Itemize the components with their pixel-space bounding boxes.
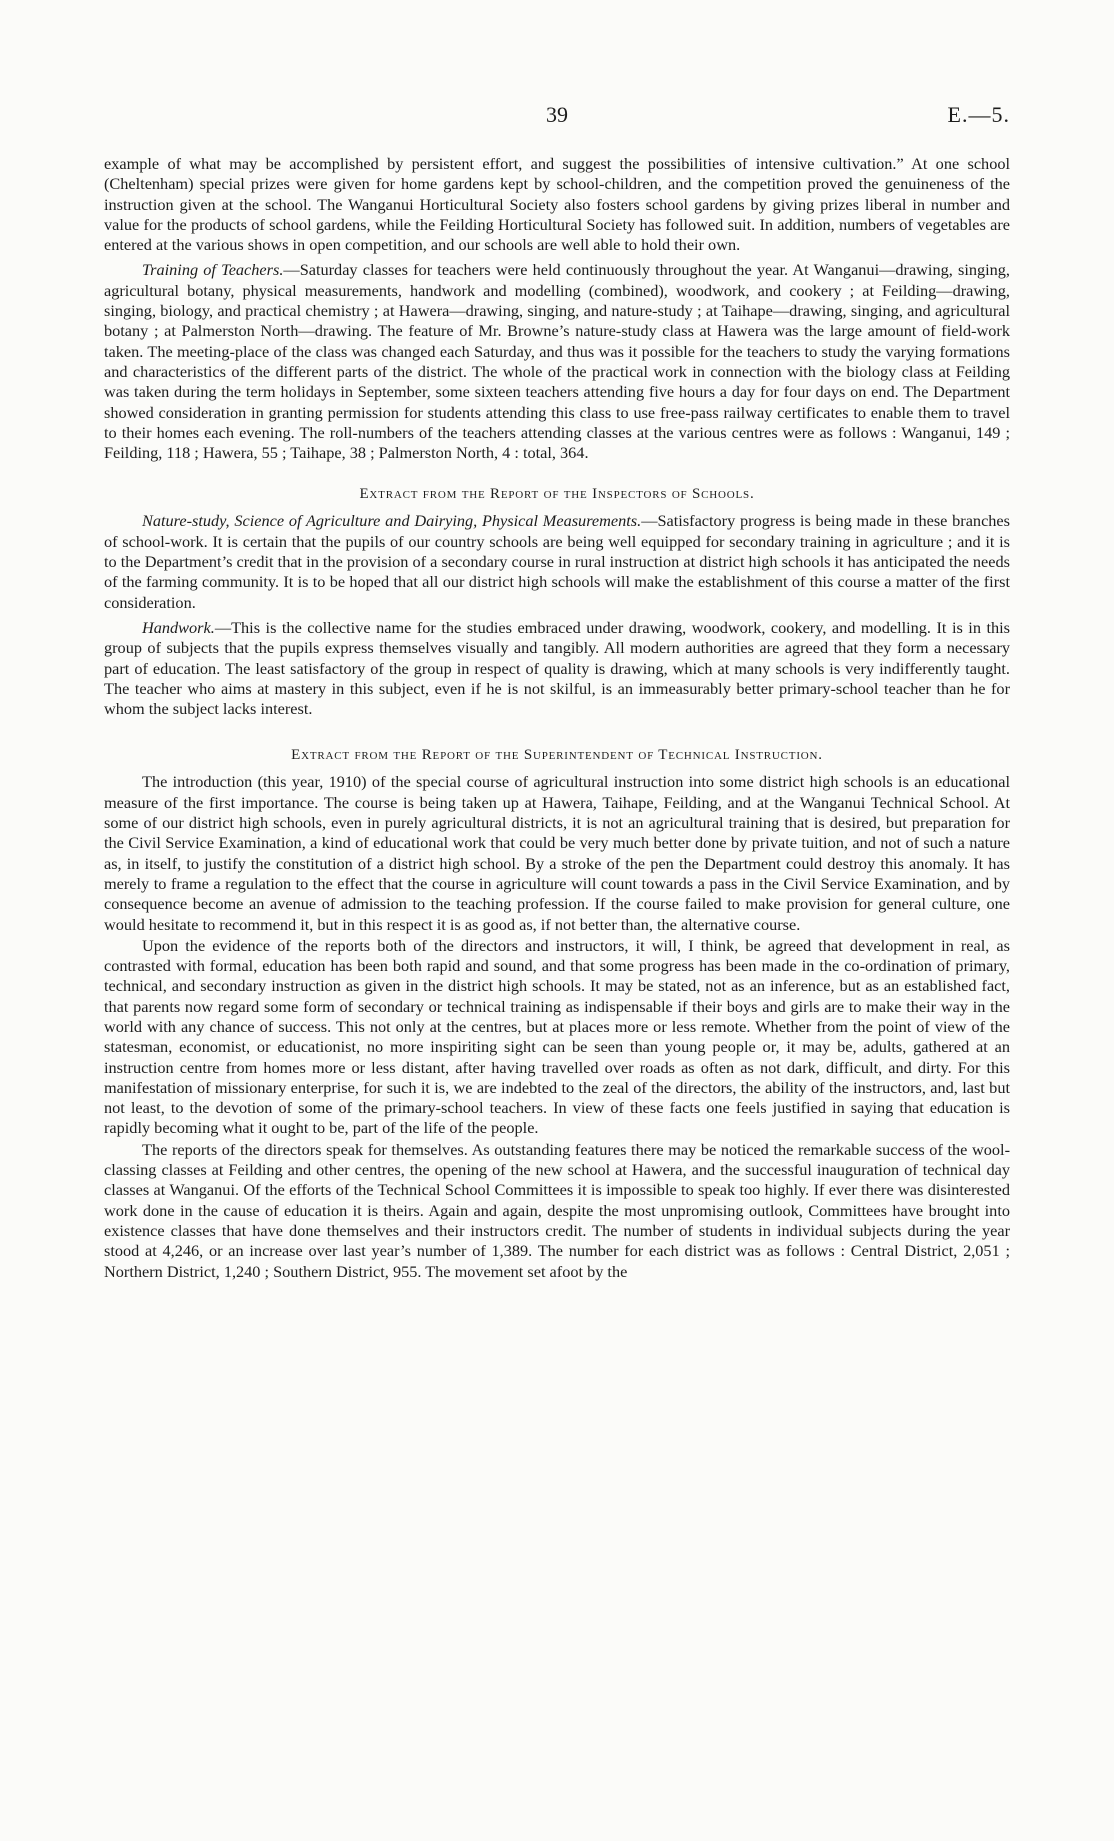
paragraph-agricultural-course: The introduction (this year, 1910) of the special course of agricultural instruction into some district high schools is an educational measure of the first importance. The course is being taken up at Hawera, Taihape, Feilding, and at the Wanganui Technical School. At some of our district high schools, even in purely agricultural districts, it is not an agricultural training that is desired, but preparation for the Civil Service Examination, a kind of educational work that could be very much better done by private tuition, and not of such a nature as, in itself, to justify the constitution of a district high school. By a stroke of the pen the Department could destroy this anomaly. It has merely to frame a regulation to the effect that the course in agriculture will count towards a pass in the Civil Service Examination, and by consequence become an avenue of admission to the teaching profession. If the course failed to make provision for general culture, one would hesitate to recommend it, but in this respect it is as good as, if not better than, the alternative course. — [104, 772, 1010, 934]
paragraph-lead-handwork: Handwork. — [142, 617, 215, 637]
paragraph-nature-study — [104, 511, 1010, 612]
paragraph-lead-training: Training of Teachers. — [142, 260, 284, 280]
paragraph-lead-nature-study: Nature-study, Science of Agriculture and Dairying, Physical Measurements. — [142, 511, 642, 531]
paragraph-text-training: —Saturday classes for teachers were held continuously throughout the year. At Wanganui—drawing, singing, agricultural botany, physical measurements, handwork and modelling (combined), woodwork, and cookery ; at Feilding—drawing, singing, biology, and practical chemistry ; at Hawera—drawing, singing, and nature-study ; at Taihape—drawing, singing, and agricultural botany ; at Palmerston North—drawing. The feature of Mr. Browne’s nature-study class at Hawera was the large amount of field-work taken. The meeting-place of the class was changed each Saturday, and thus was it possible for the teachers to study the varying formations and characteristics of the different parts of the district. The whole of the practical work in connection with the biology class at Feilding was taken during the term holidays in September, some sixteen teachers attending five hours a day for four days on end. The Department showed consideration in granting permission for students attending this class to use free-pass railway certificates to enable them to travel to their homes each evening. The roll-numbers of the teachers attending classes at the various centres were as follows : Wanganui, 149 ; Feilding, 118 ; Hawera, 55 ; Taihape, 38 ; Palmerston North, 4 : total, 364. — [104, 260, 1010, 463]
paragraph-directors-reports: The reports of the directors speak for themselves. As outstanding features there may be noticed the remarkable success of the wool-classing classes at Feilding and other centres, the opening of the new school at Hawera, and the successful inauguration of technical day classes at Wanganui. Of the efforts of the Technical School Committees it is impossible to speak too highly. If ever there was disinterested work done in the cause of education it is theirs. Again and again, despite the most unpromising outlook, Committees have brought into existence classes that have done themselves and their instructors credit. The number of students in individual subjects during the year stood at 4,246, or an increase over last year’s number of 1,389. The number for each district was as follows : Central District, 2,051 ; Northern District, 1,240 ; Southern District, 955. The movement set afoot by the — [104, 1139, 1010, 1281]
section-heading-inspectors: Extract from the Report of the Inspectors of Schools. — [359, 486, 755, 503]
document-body — [104, 154, 1010, 1282]
page-number: 39 — [546, 102, 568, 127]
paragraph-training-of-teachers — [104, 260, 1010, 463]
paragraph-text-nature-study: —Satisfactory progress is being made in these branches of school-work. It is certain that the pupils of our country schools are being well equipped for secondary training in agriculture ; and it is to the Department’s credit that in the provision of a secondary course in rural instruction at district high schools it has anticipated the needs of the farming community. It is to be hoped that all our district high schools will make the establishment of this course a matter of the first consideration. — [104, 511, 1010, 612]
paragraph-development: Upon the evidence of the reports both of the directors and instructors, it will, I think, be agreed that development in real, as contrasted with formal, education has been both rapid and sound, and that some progress has been made in the co-ordination of primary, technical, and secondary instruction as given in the district high schools. It may be stated, not as an inference, but as an established fact, that parents now regard some form of secondary or technical training as indispensable if their boys and girls are to make their way in the world with any chance of success. This not only at the centres, but at places more or less remote. Whether from the point of view of the statesman, economist, or educationist, no more inspiriting sight can be seen than young people or, it may be, adults, gathered at an instruction centre from homes more or less distant, after having travelled over roads as often as not dark, difficult, and dirty. For this manifestation of missionary enterprise, for such it is, we are indebted to the zeal of the directors, the ability of the instructors, and, last but not least, to the devotion of some of the primary-school teachers. In view of these facts one feels justified in saying that education is rapidly becoming what it ought to be, part of the life of the people. — [104, 935, 1010, 1138]
paragraph-horticulture: example of what may be accomplished by persistent effort, and suggest the possibilities of intensive cultivation.” At one school (Cheltenham) special prizes were given for home gardens kept by school-children, and the competition proved the genuineness of the instruction given at the school. The Wanganui Horticultural Society also fosters school gardens by giving prizes liberal in number and value for the products of school gardens, while the Feilding Horticultural Society has followed suit. In addition, numbers of vegetables are entered at the various shows in open competition, and our schools are well able to hold their own. — [104, 154, 1010, 255]
page-header — [104, 102, 1010, 132]
paragraph-text-handwork: —This is the collective name for the studies embraced under drawing, woodwork, cookery, and modelling. It is in this group of subjects that the pupils express themselves visually and tangibly. All modern authorities are agreed that they form a necessary part of education. The least satisfactory of the group in respect of quality is drawing, which at many schools is very indifferently taught. The teacher who aims at mastery in this subject, even if he is not skilful, is an immeasurably better primary-school teacher than he for whom the subject lacks interest. — [104, 617, 1010, 719]
paragraph-handwork — [104, 618, 1010, 719]
document-reference: E.—5. — [947, 102, 1010, 127]
section-heading-superintendent: Extract from the Report of the Superintendent of Technical Instruction. — [291, 747, 823, 764]
